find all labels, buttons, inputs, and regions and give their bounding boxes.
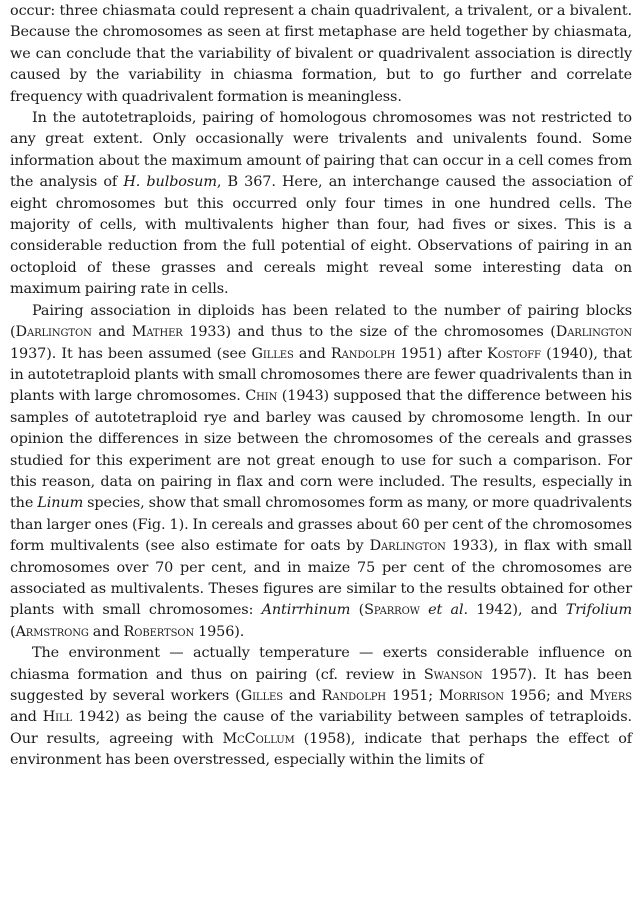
- author-name: Myers: [589, 688, 633, 704]
- text-run: (1958), indicate that perhaps the effect of environment has been overstressed, especially within the limits of: [10, 730, 632, 769]
- author-name: Darlington: [369, 538, 446, 555]
- italic-term: Trifolium: [565, 602, 632, 619]
- author-name: Armstrong: [15, 623, 89, 640]
- text-run: 1933), in flax with small chromosomes over 70 per cent, and in maize 75 per cent of the chromosomes are associated as multivalents. Theses figures are similar to the results obtained for other plants with small chromosomes:: [10, 538, 632, 619]
- paragraph: [10, 301, 632, 644]
- italic-term: et al.: [428, 602, 468, 619]
- author-name: Gilles: [240, 688, 283, 704]
- author-name: Darlington: [555, 324, 632, 341]
- text-run: and: [282, 688, 322, 704]
- text-run: 1956).: [194, 623, 245, 640]
- text-run: 1951;: [386, 688, 439, 704]
- text-run: 1942) as being the cause of the variability between samples of tetraploids. Our results, agreeing with: [10, 709, 633, 747]
- italic-term: Linum: [37, 495, 84, 512]
- author-name: Swanson: [423, 666, 483, 683]
- author-name: McCollum: [222, 730, 295, 747]
- paragraph: [10, 108, 632, 301]
- text-run: 1937). It has been assumed (see: [10, 345, 252, 362]
- author-name: Hill: [42, 709, 73, 726]
- paragraph: [10, 643, 632, 771]
- text-run: (1940), that in autotetraploid plants with small chromosomes there are fewer quadrivalents than in plants with large chromosomes.: [10, 345, 632, 405]
- text-run: , B 367. Here, an interchange caused the association of eight chromosomes but this occurred only four times in one hundred cells. The majority of cells, with multivalents higher than four, had fives or sixes. This is a considerable reduction from the full potential of eight. Observations of pairing in an octoploid of these grasses and cereals might reveal some interesting data on maximum pairing rate in cells.: [10, 174, 632, 298]
- author-name: Robertson: [123, 623, 195, 640]
- text-run: and: [91, 324, 132, 341]
- text-run: 1957). It has been suggested by several workers (: [10, 666, 632, 704]
- text-run: and: [10, 709, 43, 726]
- body-text: [10, 1, 632, 772]
- text-run: and: [88, 623, 124, 640]
- author-name: Randolph: [330, 345, 396, 362]
- text-run: occur: three chiasmata could represent a chain quadrivalent, a trivalent, or a bivalent. Because the chromosomes as seen at first metaphase are held together by chiasmata, we can conclude that the variability of bivalent or quadrivalent association is directly caused by the variability in chiasma formation, but to go further and correlate frequency with quadrivalent formation is meaningless.: [10, 3, 632, 105]
- author-name: Mather: [131, 324, 183, 341]
- author-name: Sparrow: [364, 602, 420, 619]
- author-name: Darlington: [15, 324, 92, 341]
- text-run: [420, 602, 428, 618]
- author-name: Chin: [245, 388, 278, 405]
- text-run: The environment — actually temperature — exerts considerable influence on chiasma formation and thus on pairing (cf. review in: [10, 645, 632, 683]
- author-name: Gilles: [251, 345, 294, 362]
- text-run: 1956; and: [503, 688, 590, 704]
- paragraph: [10, 1, 632, 108]
- text-run: (: [350, 602, 365, 619]
- text-run: species, show that small chromosomes form as many, or more quadrivalents than larger ones (Fig. 1). In cereals and grasses about 60 per cent of the chromosomes form multivalents (see also estimate for oats by: [10, 495, 632, 555]
- text-run: (1943) supposed that the difference between his samples of autotetraploid rye and barley was caused by chromosome length. In our opinion the differences in size between the chromosomes of the cereals and grasses studied for this experiment are not great enough to use for such a comparison. For this reason, data on pairing in flax and corn were included. The results, especially in the: [10, 388, 632, 512]
- text-run: and: [293, 345, 331, 362]
- author-name: Randolph: [321, 688, 386, 704]
- text-run: (: [10, 623, 16, 640]
- text-run: 1933) and thus to the size of the chromosomes (: [182, 324, 556, 341]
- text-run: 1951) after: [395, 345, 488, 362]
- text-run: 1942), and: [467, 602, 566, 619]
- text-run: Pairing association in diploids has been related to the number of pairing blocks (: [10, 302, 632, 341]
- author-name: Kostoff: [487, 345, 541, 362]
- text-run: In the autotetraploids, pairing of homologous chromosomes was not restricted to any great extent. Only occasionally were trivalents and univalents found. Some information about the maximum amount of pairing that can occur in a cell comes from the analysis of: [10, 110, 632, 191]
- italic-term: Antirrhinum: [261, 602, 351, 619]
- italic-term: H. bulbosum: [123, 174, 217, 191]
- author-name: Morrison: [438, 688, 504, 704]
